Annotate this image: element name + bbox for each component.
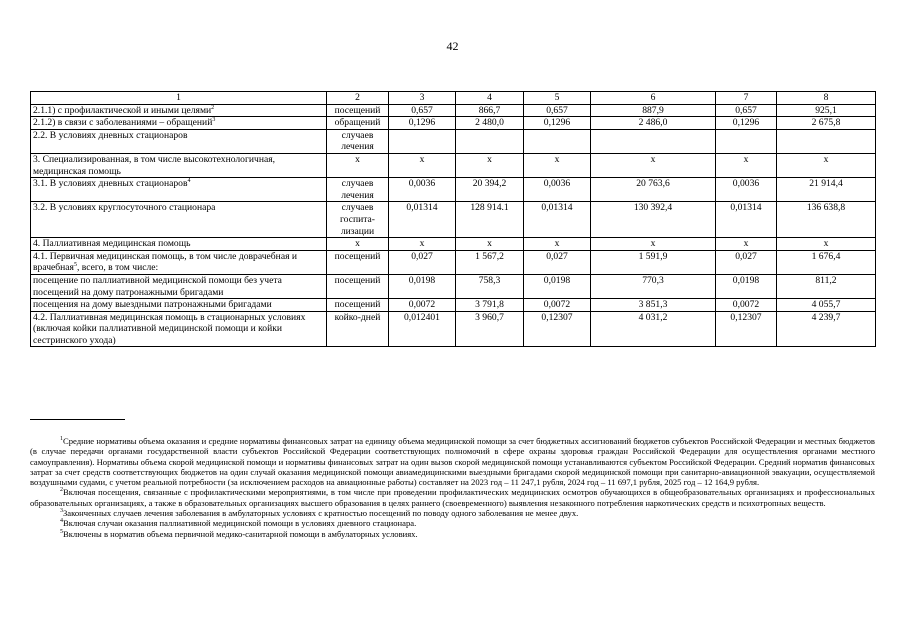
value-cell: 2 486,0 bbox=[591, 117, 716, 130]
value-cell: 0,12307 bbox=[716, 311, 777, 347]
value-cell: 0,027 bbox=[716, 250, 777, 274]
footnotes bbox=[30, 436, 875, 539]
value-cell: 0,0036 bbox=[716, 178, 777, 202]
value-cell: x bbox=[524, 238, 591, 251]
standards-table bbox=[30, 91, 876, 347]
unit-cell: случаев лечения bbox=[327, 178, 389, 202]
value-cell: 0,0198 bbox=[389, 274, 456, 298]
footnote: $^1$Средние нормативы объема оказания и средние нормативы финансовых затрат на единицу объема медицинской помощи за счет бюджетных ассигнований бюджетов субъектов Российской Федерации и местных бюджетов (в случае передачи органами государственной власти субъектов Российской Федерации соответствующих полномочий в сфере охраны здоровья граждан Российской Федерации для осуществления органами местного самоуправления). Нормативы объема скорой медицинской помощи и нормативы финансовых затрат на один вызов скорой медицинской помощи устанавливаются субъектом Российской Федерации. Средний норматив финансовых затрат за счет средств соответствующих бюджетов на один случай оказания медицинской помощи авиамедицинскими выездными бригадами скорой медицинской помощи при санитарно-авиационной эвакуации, осуществляемой воздушными судами, с учетом реальной потребности (за исключением расходов на авиационные работы) составляет на 2023 год – 11 247,1 рубля, 2024 год – 11 697,1 рубля, 2025 год – 12 164,9 рубля. bbox=[30, 436, 875, 488]
value-cell: 4 239,7 bbox=[777, 311, 876, 347]
value-cell: 136 638,8 bbox=[777, 202, 876, 238]
value-cell: x bbox=[716, 153, 777, 177]
value-cell bbox=[456, 129, 524, 153]
row-label: 4. Паллиативная медицинская помощь bbox=[31, 238, 327, 251]
footnote-mark: 3 bbox=[60, 508, 63, 515]
value-cell: 0,01314 bbox=[716, 202, 777, 238]
table-header-row bbox=[31, 92, 876, 105]
value-cell: 0,01314 bbox=[389, 202, 456, 238]
table-row bbox=[31, 129, 876, 153]
table-row bbox=[31, 178, 876, 202]
row-label: 2.2. В условиях дневных стационаров bbox=[31, 129, 327, 153]
value-cell: 2 675,8 bbox=[777, 117, 876, 130]
value-cell: x bbox=[777, 238, 876, 251]
footnote: $^3$Законченных случаев лечения заболевания в амбулаторных условиях с кратностью посещений по поводу одного заболевания не менее двух. bbox=[60, 508, 579, 519]
value-cell: x bbox=[456, 153, 524, 177]
value-cell: 3 960,7 bbox=[456, 311, 524, 347]
value-cell: 0,1296 bbox=[524, 117, 591, 130]
page-number: 42 bbox=[446, 39, 459, 53]
value-cell bbox=[777, 129, 876, 153]
value-cell: 0,12307 bbox=[524, 311, 591, 347]
value-cell: 20 394,2 bbox=[456, 178, 524, 202]
table-row bbox=[31, 153, 876, 177]
unit-cell: x bbox=[327, 238, 389, 251]
value-cell: x bbox=[389, 238, 456, 251]
footnote: $^4$Включая случаи оказания паллиативной медицинской помощи в условиях дневного стационара. bbox=[60, 518, 417, 529]
value-cell: 2 480,0 bbox=[456, 117, 524, 130]
value-cell: 758,3 bbox=[456, 274, 524, 298]
value-cell: x bbox=[591, 153, 716, 177]
unit-cell: случаев лечения bbox=[327, 129, 389, 153]
unit-cell: x bbox=[327, 153, 389, 177]
value-cell: 3 851,3 bbox=[591, 299, 716, 312]
footnote-ref: 3 bbox=[212, 117, 216, 123]
table-row bbox=[31, 299, 876, 312]
column-number: 8 bbox=[777, 92, 876, 105]
unit-cell: койко-дней bbox=[327, 311, 389, 347]
unit-cell: посещений bbox=[327, 104, 389, 117]
footnote-mark: 1 bbox=[60, 436, 63, 443]
value-cell: 0,0072 bbox=[524, 299, 591, 312]
unit-cell: посещений bbox=[327, 250, 389, 274]
unit-cell: посещений bbox=[327, 299, 389, 312]
value-cell: 0,0036 bbox=[524, 178, 591, 202]
unit-cell: обращений bbox=[327, 117, 389, 130]
value-cell: 0,027 bbox=[389, 250, 456, 274]
footnote-separator bbox=[30, 419, 125, 420]
column-number: 1 bbox=[31, 92, 327, 105]
unit-cell: случаев госпита-лизации bbox=[327, 202, 389, 238]
value-cell: 130 392,4 bbox=[591, 202, 716, 238]
value-cell: 0,657 bbox=[716, 104, 777, 117]
value-cell: 21 914,4 bbox=[777, 178, 876, 202]
value-cell bbox=[389, 129, 456, 153]
value-cell: x bbox=[389, 153, 456, 177]
row-label: посещения на дому выездными патронажными бригадами bbox=[31, 299, 327, 312]
value-cell: 1 591,9 bbox=[591, 250, 716, 274]
value-cell: 3 791,8 bbox=[456, 299, 524, 312]
value-cell: 887,9 bbox=[591, 104, 716, 117]
row-label: 4.1. Первичная медицинская помощь, в том числе доврачебная и врачебная$^5$, всего, в том числе: bbox=[31, 250, 327, 274]
row-label: 2.1.2) в связи с заболеваниями – обращений$^3$ bbox=[31, 117, 327, 130]
value-cell: 770,3 bbox=[591, 274, 716, 298]
value-cell: 0,657 bbox=[389, 104, 456, 117]
value-cell bbox=[591, 129, 716, 153]
table-row bbox=[31, 250, 876, 274]
value-cell: 0,657 bbox=[524, 104, 591, 117]
value-cell: 0,0198 bbox=[524, 274, 591, 298]
value-cell: 866,7 bbox=[456, 104, 524, 117]
column-number: 7 bbox=[716, 92, 777, 105]
row-label: 3.2. В условиях круглосуточного стационара bbox=[31, 202, 327, 238]
value-cell: 0,012401 bbox=[389, 311, 456, 347]
column-number: 5 bbox=[524, 92, 591, 105]
value-cell: 128 914.1 bbox=[456, 202, 524, 238]
column-number: 3 bbox=[389, 92, 456, 105]
column-number: 2 bbox=[327, 92, 389, 105]
footnote-ref: 4 bbox=[187, 177, 191, 184]
value-cell: 0,0036 bbox=[389, 178, 456, 202]
value-cell bbox=[524, 129, 591, 153]
value-cell: 925,1 bbox=[777, 104, 876, 117]
value-cell: 0,1296 bbox=[389, 117, 456, 130]
value-cell: 1 567,2 bbox=[456, 250, 524, 274]
row-label: посещение по паллиативной медицинской помощи без учета посещений на дому патронажными бригадами bbox=[31, 274, 327, 298]
table-row bbox=[31, 104, 876, 117]
row-label: 2.1.1) с профилактической и иными целями$^2$ bbox=[31, 104, 327, 117]
footnote-mark: 4 bbox=[60, 518, 63, 525]
footnote-mark: 5 bbox=[60, 528, 63, 535]
value-cell: 0,0072 bbox=[389, 299, 456, 312]
value-cell: 0,027 bbox=[524, 250, 591, 274]
value-cell: x bbox=[456, 238, 524, 251]
unit-cell: посещений bbox=[327, 274, 389, 298]
table-row bbox=[31, 274, 876, 298]
table-row bbox=[31, 202, 876, 238]
value-cell bbox=[716, 129, 777, 153]
table-row bbox=[31, 238, 876, 251]
row-label: 4.2. Паллиативная медицинская помощь в стационарных условиях (включая койки паллиативной медицинской помощи и койки сестринского ухода) bbox=[31, 311, 327, 347]
footnote-mark: 2 bbox=[60, 487, 63, 494]
value-cell: 4 031,2 bbox=[591, 311, 716, 347]
value-cell: 0,01314 bbox=[524, 202, 591, 238]
footnote: $^5$Включены в норматив объема первичной медико-санитарной помощи в амбулаторных условиях. bbox=[60, 528, 418, 539]
value-cell: 20 763,6 bbox=[591, 178, 716, 202]
footnote-ref: 5 bbox=[73, 262, 77, 269]
table-row bbox=[31, 117, 876, 130]
value-cell: 0,0072 bbox=[716, 299, 777, 312]
row-label: 3.1. В условиях дневных стационаров$^4$ bbox=[31, 178, 327, 202]
footnote: $^2$Включая посещения, связанные с профилактическими мероприятиями, в том числе при проведении профилактических медицинских осмотров обучающихся в общеобразовательных организациях и профессиональных образовательных организациях, а также в образовательных организациях высшего образования в целях раннего (своевременного) выявления незаконного потребления наркотических средств и психотропных веществ. bbox=[30, 487, 875, 508]
footnote-ref: 2 bbox=[211, 104, 215, 111]
row-label: 3. Специализированная, в том числе высокотехнологичная, медицинская помощь bbox=[31, 153, 327, 177]
table-row bbox=[31, 311, 876, 347]
value-cell: x bbox=[777, 153, 876, 177]
value-cell: x bbox=[716, 238, 777, 251]
column-number: 4 bbox=[456, 92, 524, 105]
value-cell: 1 676,4 bbox=[777, 250, 876, 274]
value-cell: 0,1296 bbox=[716, 117, 777, 130]
value-cell: x bbox=[591, 238, 716, 251]
value-cell: x bbox=[524, 153, 591, 177]
value-cell: 4 055,7 bbox=[777, 299, 876, 312]
value-cell: 0,0198 bbox=[716, 274, 777, 298]
value-cell: 811,2 bbox=[777, 274, 876, 298]
column-number: 6 bbox=[591, 92, 716, 105]
